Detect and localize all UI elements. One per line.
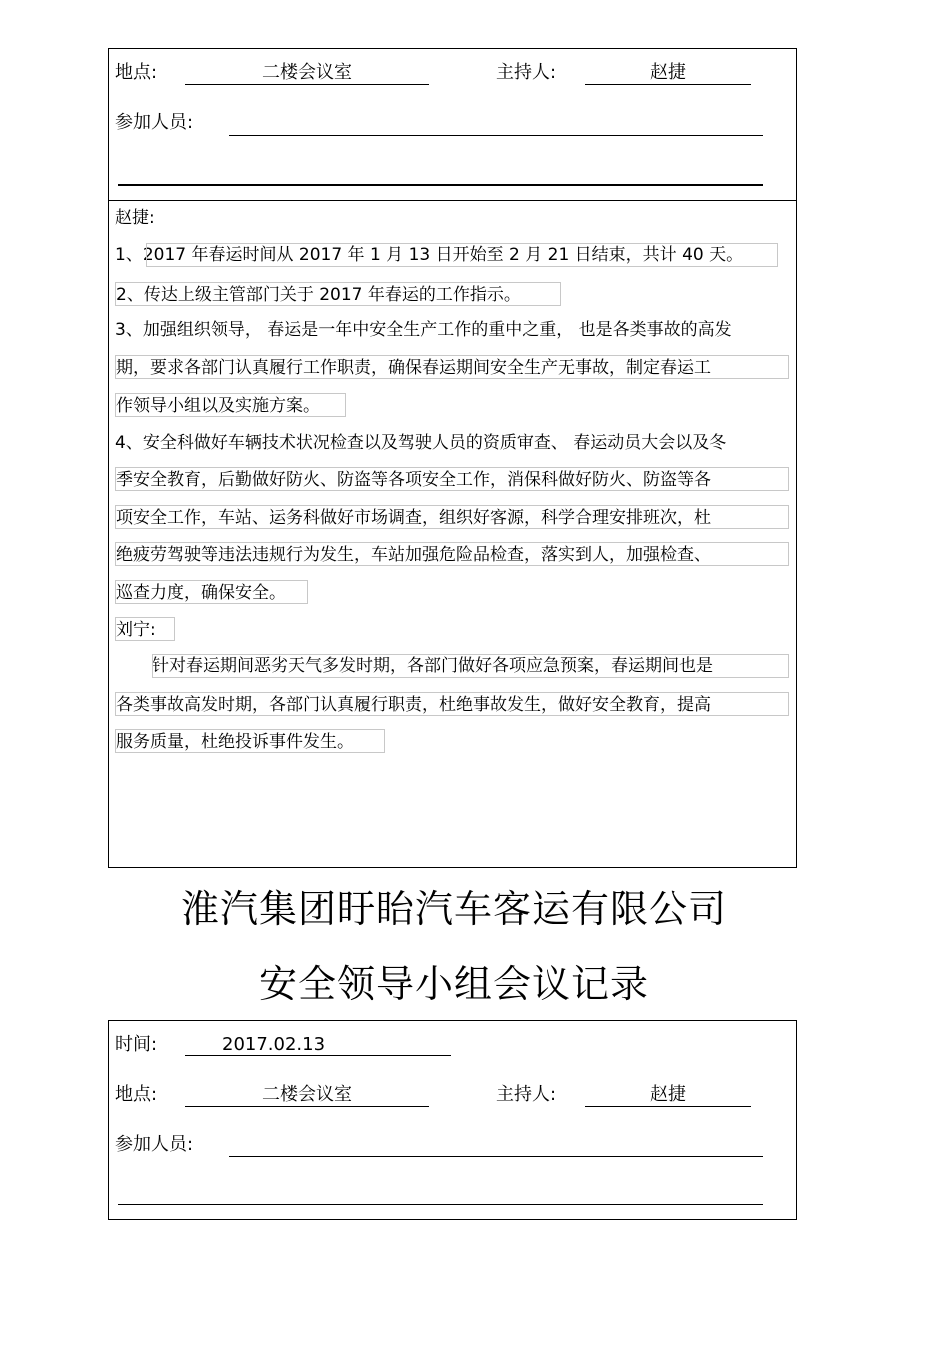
content-line: 绝疲劳驾驶等违法违规行为发生，车站加强危险品检查，落实到人，加强检查、 (115, 542, 789, 566)
doc-title: 安全领导小组会议记录 (258, 962, 649, 1006)
speaker-zhaojie: 赵捷: (115, 208, 155, 228)
content-line: 3、加强组织领导， 春运是一年中安全生产工作的重中之重， 也是各类事故的高发 (115, 320, 732, 340)
record2-time-field[interactable]: 2017.02.13 (185, 1034, 451, 1056)
record1-host-label: 主持人: (496, 62, 557, 83)
content-line: 作领导小组以及实施方案。 (115, 393, 346, 417)
company-title: 淮汽集团盱眙汽车客运有限公司 (180, 887, 727, 931)
content-line: 各类事故高发时期，各部门认真履行职责，杜绝事故发生，做好安全教育，提高 (115, 692, 789, 716)
record1-location-label: 地点: (115, 62, 158, 83)
content-line: 期，要求各部门认真履行工作职责，确保春运期间安全生产无事故，制定春运工 (115, 355, 789, 379)
content-line: 巡查力度，确保安全。 (115, 580, 308, 604)
record2-attendees-label: 参加人员: (115, 1134, 194, 1155)
record2-location-label: 地点: (115, 1084, 158, 1105)
content-line: 季安全教育，后勤做好防火、防盗等各项安全工作，消保科做好防火、防盗等各 (115, 467, 789, 491)
record1-location-field[interactable]: 二楼会议室 (185, 62, 429, 85)
content-line: 针对春运期间恶劣天气多发时期，各部门做好各项应急预案，春运期间也是 (152, 656, 713, 676)
record2-location-field[interactable]: 二楼会议室 (185, 1084, 429, 1107)
record2-host-field[interactable]: 赵捷 (585, 1084, 751, 1107)
record2-host-label: 主持人: (496, 1084, 557, 1105)
content-line: 服务质量，杜绝投诉事件发生。 (115, 729, 385, 753)
content-line: 项安全工作，车站、运务科做好市场调查，组织好客源，科学合理安排班次，杜 (115, 505, 789, 529)
record2-attendees-line[interactable] (229, 1156, 763, 1157)
record1-attendees-line[interactable] (229, 135, 763, 136)
content-line: 4、安全科做好车辆技术状况检查以及驾驶人员的资质审查、 春运动员大会以及冬 (115, 433, 727, 453)
speaker-liuning: 刘宁: (115, 617, 175, 641)
content-line: 1、2017 年春运时间从 2017 年 1 月 13 日开始至 2 月 21 日结束，共计 40 天。 (115, 245, 744, 265)
record2-time-label: 时间: (115, 1034, 158, 1055)
content-line: 2、传达上级主管部门关于 2017 年春运的工作指示。 (115, 282, 561, 306)
record1-host-field[interactable]: 赵捷 (585, 62, 751, 85)
record1-attendees-label: 参加人员: (115, 112, 194, 133)
record1-attendees-line-2[interactable] (118, 184, 763, 186)
record2-attendees-line-2[interactable] (118, 1204, 763, 1205)
line-frame (146, 243, 778, 267)
line-frame (152, 654, 789, 678)
